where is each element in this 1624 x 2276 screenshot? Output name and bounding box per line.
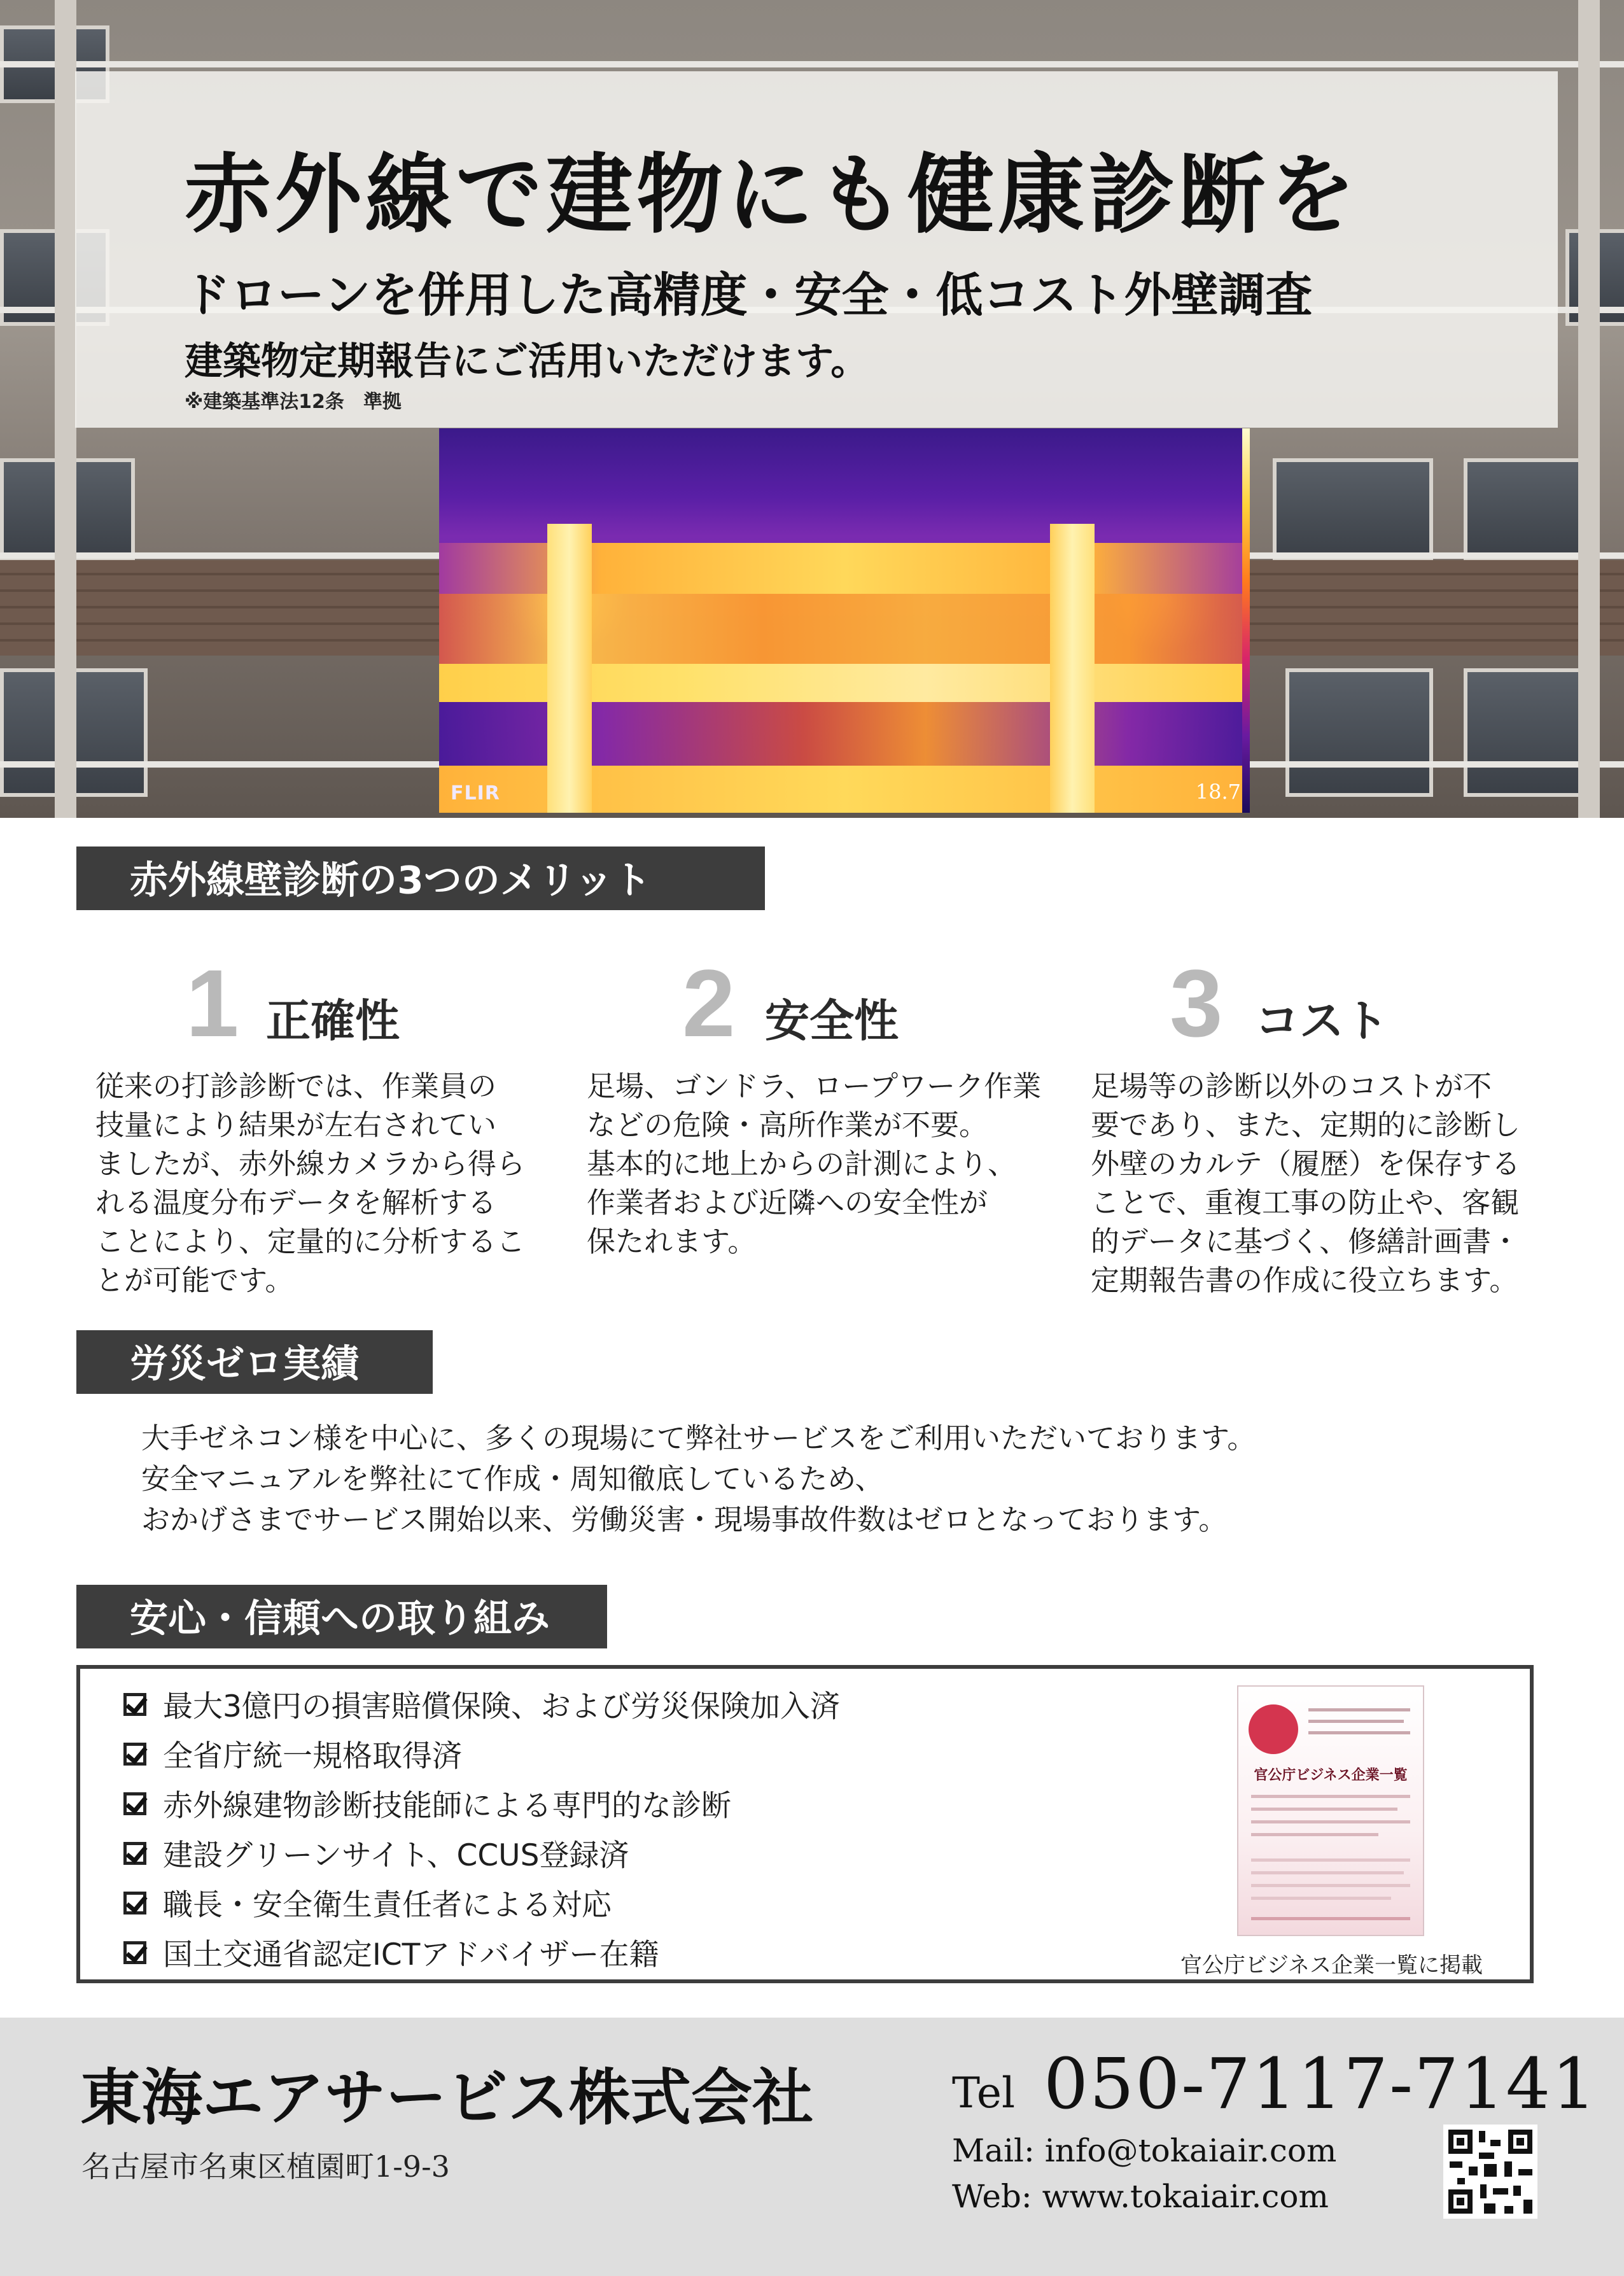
section-header-trust [76, 1585, 607, 1648]
merit-number-2: 2 [682, 950, 736, 1057]
merit-number-3: 3 [1170, 950, 1223, 1057]
listing-caption: 官公庁ビジネス企業一覧に掲載 [1180, 1953, 1483, 1978]
contact-website[interactable]: Web: www.tokaiair.com [952, 2178, 1329, 2215]
zero-accidents-body: 大手ゼネコン様を中心に、多くの現場にて弊社サービスをご利用いただいております。 安全マニュアルを弊社にて作成・周知徹底しているため、 おかげさまでサービス開始以来、労働災害・現場事故件数はゼロとなっております。 [141, 1421, 1256, 1536]
trust-item: 職長・安全衛生責任者による対応 [163, 1888, 612, 1923]
listing-document-title: 官公庁ビジネス企業一覧 [1254, 1767, 1408, 1783]
checked-box-icon [123, 1693, 146, 1716]
company-name: 東海エアサービス株式会社 [80, 2062, 813, 2133]
thermal-scale-bar [1242, 428, 1250, 813]
merit-body-accuracy: 従来の打診診断では、作業員の 技量により結果が左右されてい ましたが、赤外線カメラから得ら れる温度分布データを解析する ことにより、定量的に分析するこ とが可能です。 [95, 1069, 526, 1297]
law-note: ※建築基準法12条 準拠 [185, 391, 402, 413]
section-header-merits [76, 846, 765, 910]
company-address: 名古屋市名東区植園町1-9-3 [81, 2149, 450, 2184]
checked-box-icon [123, 1842, 146, 1865]
section-header-trust-label: 安心・信頼への取り組み [130, 1596, 550, 1641]
page-subtitle-secondary: 建築物定期報告にご活用いただけます。 [185, 339, 869, 384]
qr-code-icon[interactable] [1443, 2125, 1537, 2219]
thermal-image [439, 428, 1250, 813]
trust-item: 赤外線建物診断技能師による専門的な診断 [163, 1788, 731, 1823]
merit-title-safety: 安全性 [765, 995, 899, 1047]
tel-label: Tel [952, 2069, 1016, 2118]
merit-title-cost: コスト [1255, 995, 1389, 1047]
merit-body-cost: 足場等の診断以外のコストが不 要であり、また、定期的に診断し 外壁のカルテ（履歴）を保存する ことで、重複工事の防止や、客観 的データに基づく、修繕計画書・ 定期報告書の作成に役立ちます。 [1091, 1069, 1521, 1297]
checked-box-icon [123, 1892, 146, 1914]
checked-box-icon [123, 1792, 146, 1815]
trust-item: 建設グリーンサイト、CCUS登録済 [163, 1838, 629, 1873]
page-subtitle: ドローンを併用した高精度・安全・低コスト外壁調査 [183, 268, 1313, 323]
merit-body-safety: 足場、ゴンドラ、ロープワーク作業 などの危険・高所作業が不要。 基本的に地上からの計測により、 作業者および近隣への安全性が 保たれます。 [587, 1069, 1042, 1258]
trust-item: 最大3億円の損害賠償保険、および労災保険加入済 [163, 1689, 840, 1724]
listing-document-thumbnail [1238, 1687, 1423, 1935]
section-header-zero-accidents [76, 1330, 433, 1394]
merit-title-accuracy: 正確性 [266, 995, 400, 1047]
merit-number-1: 1 [186, 950, 239, 1057]
flir-logo: FLIR [451, 782, 500, 804]
trust-item: 国土交通省認定ICTアドバイザー在籍 [163, 1937, 659, 1972]
page-title: 赤外線で建物にも健康診断を [185, 144, 1359, 246]
checked-box-icon [123, 1743, 146, 1766]
tel-number[interactable]: 050-7117-7141 [1044, 2043, 1598, 2125]
checked-box-icon [123, 1941, 146, 1964]
section-header-merits-label: 赤外線壁診断の3つのメリット [130, 858, 652, 903]
contact-email[interactable]: Mail: info@tokaiair.com [952, 2132, 1337, 2169]
thermal-temperature: 18.7 [1195, 780, 1241, 804]
doc-badge [1249, 1704, 1298, 1754]
trust-item: 全省庁統一規格取得済 [163, 1739, 462, 1774]
section-header-zero-accidents-label: 労災ゼロ実績 [130, 1342, 359, 1387]
